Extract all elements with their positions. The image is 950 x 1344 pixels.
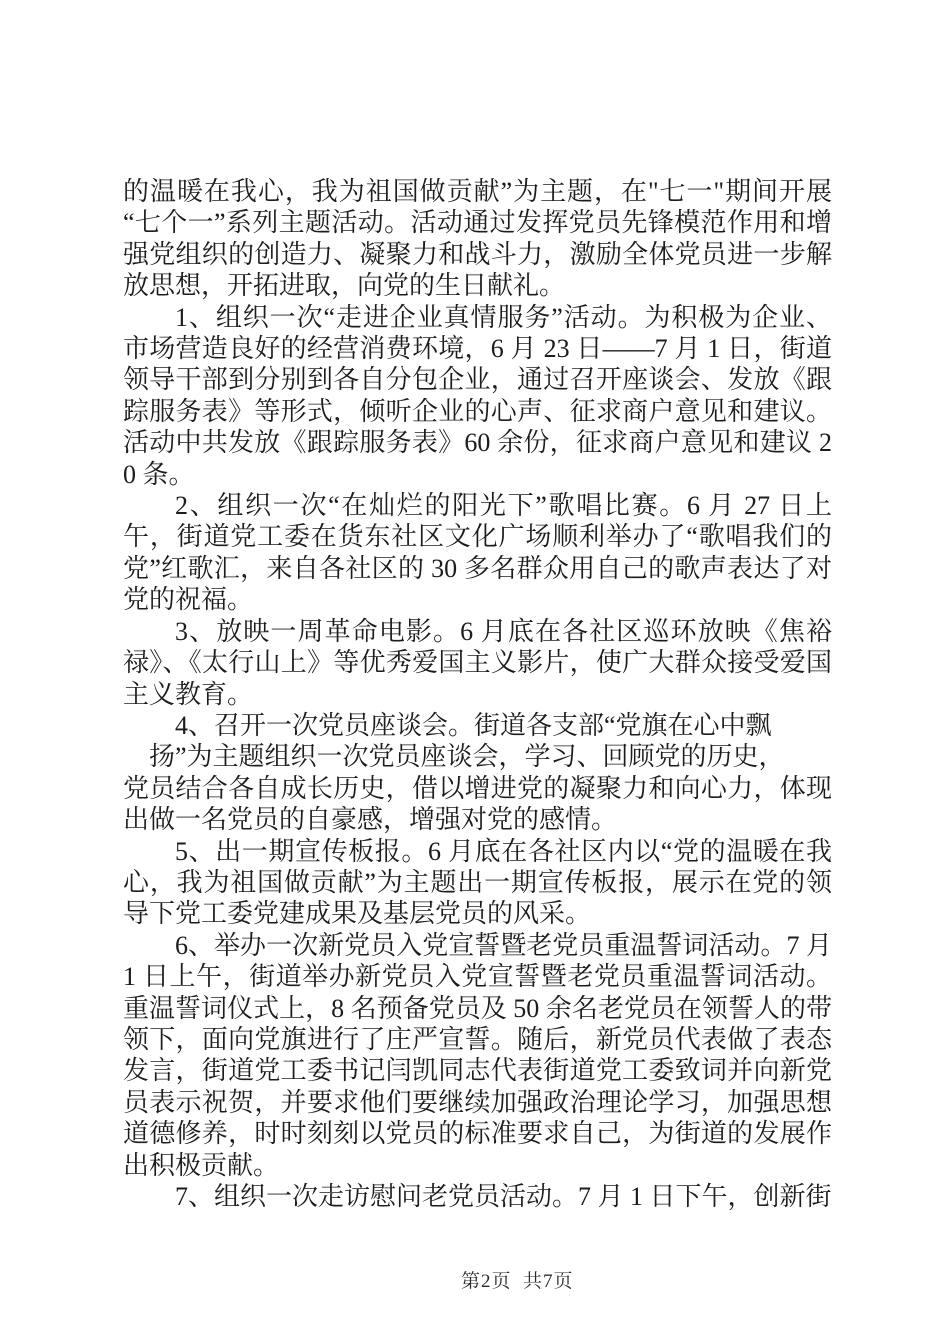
item-4-line-2: 扬”为主题组织一次党员座谈会，学习、回顾党的历史， — [149, 742, 785, 772]
item-7: 7、组织一次走访慰问老党员活动。7 月 1 日下午，创新街 — [175, 1182, 832, 1211]
item-4-continuation: 党员结合各自成长历史，借以增进党的凝聚力和向心力，体现出做一名党员的自豪感，增强对党的感情。 — [123, 773, 832, 835]
item-2: 2、组织一次“在灿烂的阳光下”歌唱比赛。6 月 27 日上午，街道党工委在货东社区文化广场顺利举办了“歌唱我们的党”红歌汇，来自各社区的 30 多名群众用自己的歌声表达了对党的祝福。 — [123, 491, 832, 615]
item-3: 3、放映一周革命电影。6 月底在各社区巡环放映《焦裕禄》、《太行山上》等优秀爱国主义影片，使广大群众接受爱国主义教育。 — [123, 616, 832, 709]
item-6: 6、举办一次新党员入党宣誓暨老党员重温誓词活动。7 月 1 日上午，街道举办新党员入党宣誓暨老党员重温誓词活动。重温誓词仪式上，8 名预备党员及 50 余名老党员在领誓人的带领下，面向党旗进行了庄严宣誓。随后，新党员代表做了表态发言，街道党工委书记闫凯同志代表街道党工委致词并向新党员表示祝贺，并要求他们要继续加强政治理论学习，加强思想道德修养，时时刻刻以党员的标准要求自己，为街道的发展作出积极贡献。 — [123, 930, 832, 1180]
item-1: 1、组织一次“走进企业真情服务”活动。为积极为企业、市场营造良好的经营消费环境，6 月 23 日——7 月 1 日，街道领导干部到分别到各自分包企业，通过召开座谈会、发放《跟踪服务表》等形式，倾听企业的心声、征求商户意见和建议。活动中共发放《跟踪服务表》60 余份，征求商户意见和建议 20 条。 — [123, 302, 832, 489]
intro-continuation: 的温暖在我心，我为祖国做贡献”为主题，在"七一"期间开展“七个一”系列主题活动。活动通过发挥党员先锋模范作用和增强党组织的创造力、凝聚力和战斗力，激励全体党员进一步解放思想，开拓进取，向党的生日献礼。 — [123, 177, 832, 301]
document-body — [123, 176, 832, 1212]
page-footer — [438, 1244, 574, 1315]
item-5: 5、出一期宣传板报。6 月底在各社区内以“党的温暖在我心，我为祖国做贡献”为主题出一期宣传板报，展示在党的领导下党工委党建成果及基层党员的风采。 — [123, 836, 832, 929]
page-number-text: 第2页 共7页 — [461, 1271, 574, 1292]
item-4-line-1: 4、召开一次党员座谈会。街道各支部“党旗在心中飘 — [175, 710, 772, 740]
